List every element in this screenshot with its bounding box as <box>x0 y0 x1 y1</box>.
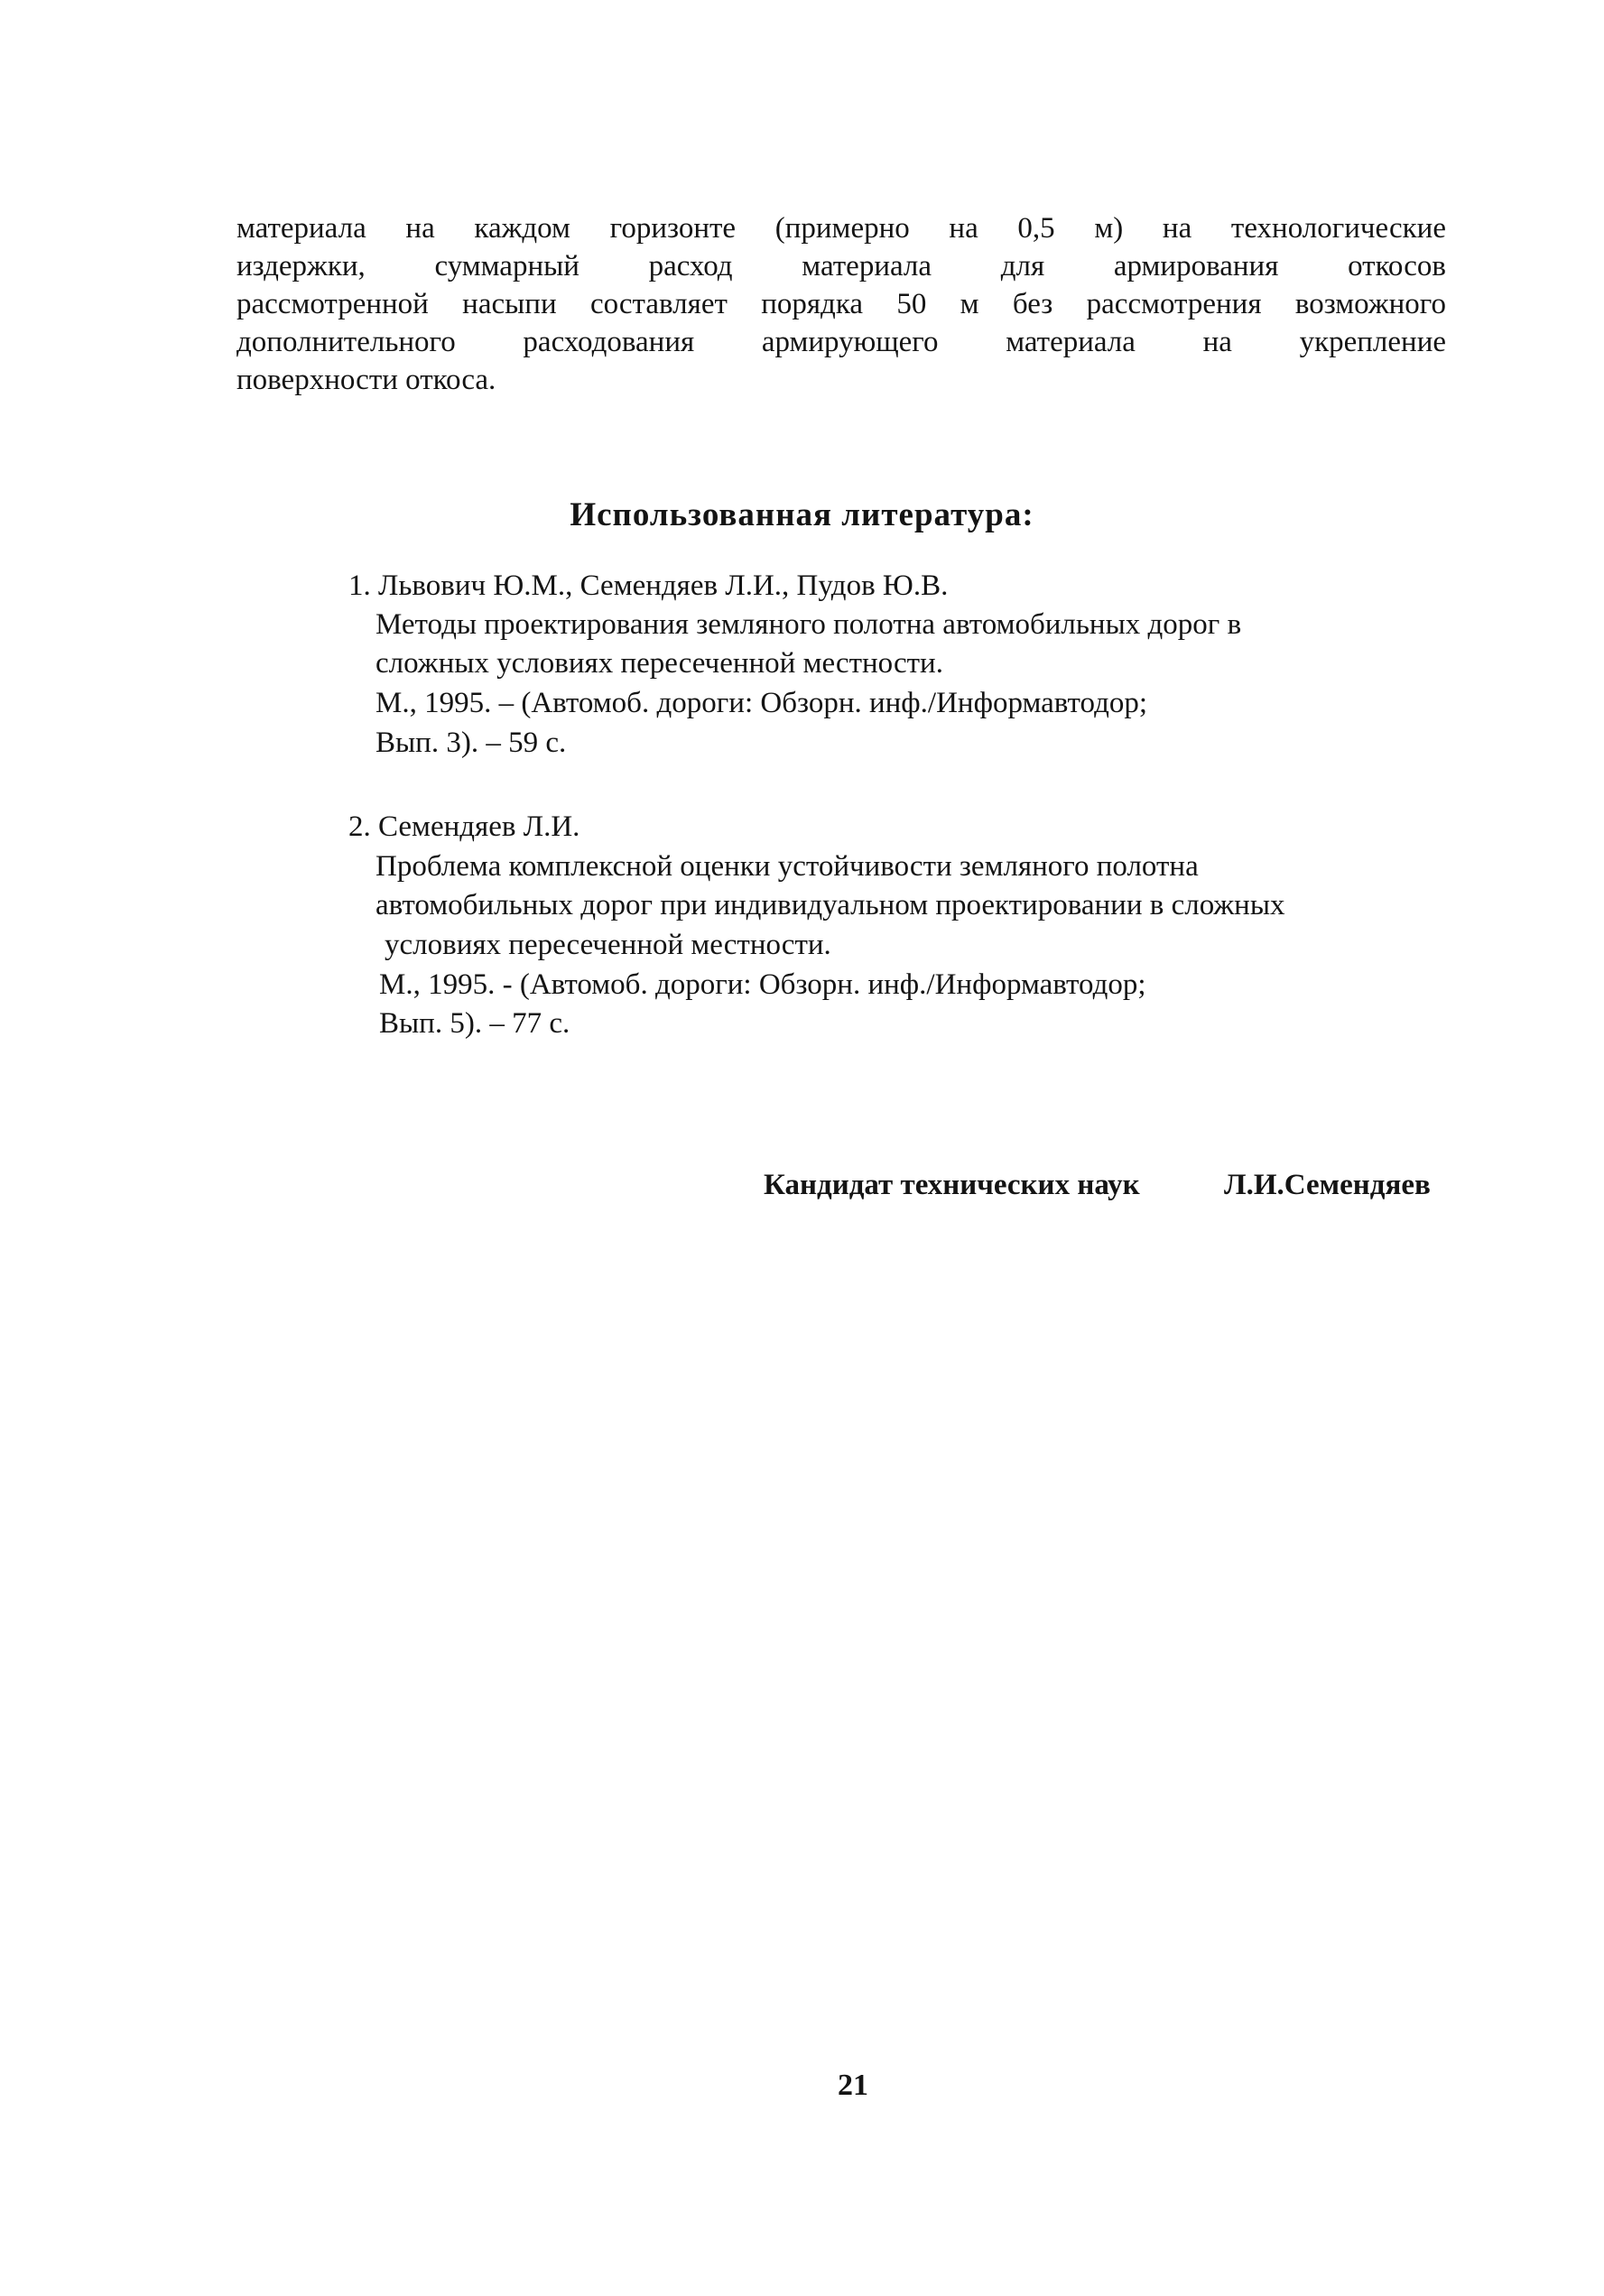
page-number: 21 <box>838 2069 868 2102</box>
paragraph-line: рассмотренной насыпи составляет порядка 50 м без рассмотрения возможного <box>236 288 1446 320</box>
paragraph-line: поверхности откоса. <box>236 364 496 396</box>
paragraph-line: издержки, суммарный расход материала для армирования откосов <box>236 250 1446 282</box>
references-heading: Использованная литература: <box>570 496 1034 533</box>
reference-authors: 1. Львович Ю.М., Семендяев Л.И., Пудов Ю.В. <box>348 569 949 602</box>
author-degree: Кандидат технических наук <box>764 1169 1140 1201</box>
reference-publication: Вып. 3). – 59 с. <box>376 727 567 759</box>
paragraph-line: материала на каждом горизонте (примерно на 0,5 м) на технологические <box>236 212 1446 245</box>
reference-publication: Вып. 5). – 77 с. <box>379 1007 570 1040</box>
reference-publication: М., 1995. – (Автомоб. дороги: Обзорн. инф./Информавтодор; <box>376 687 1148 719</box>
reference-title: Методы проектирования земляного полотна автомобильных дорог в <box>376 608 1242 641</box>
author-name: Л.И.Семендяев <box>1224 1169 1431 1201</box>
reference-title: условиях пересеченной местности. <box>385 929 831 961</box>
reference-title: Проблема комплексной оценки устойчивости земляного полотна <box>376 850 1199 883</box>
reference-publication: М., 1995. - (Автомоб. дороги: Обзорн. инф./Информавтодор; <box>379 968 1146 1001</box>
reference-title: автомобильных дорог при индивидуальном проектировании в сложных <box>376 889 1285 921</box>
paragraph-line: дополнительного расходования армирующего материала на укрепление <box>236 326 1446 358</box>
reference-title: сложных условиях пересеченной местности. <box>376 647 943 680</box>
reference-authors: 2. Семендяев Л.И. <box>348 810 580 843</box>
